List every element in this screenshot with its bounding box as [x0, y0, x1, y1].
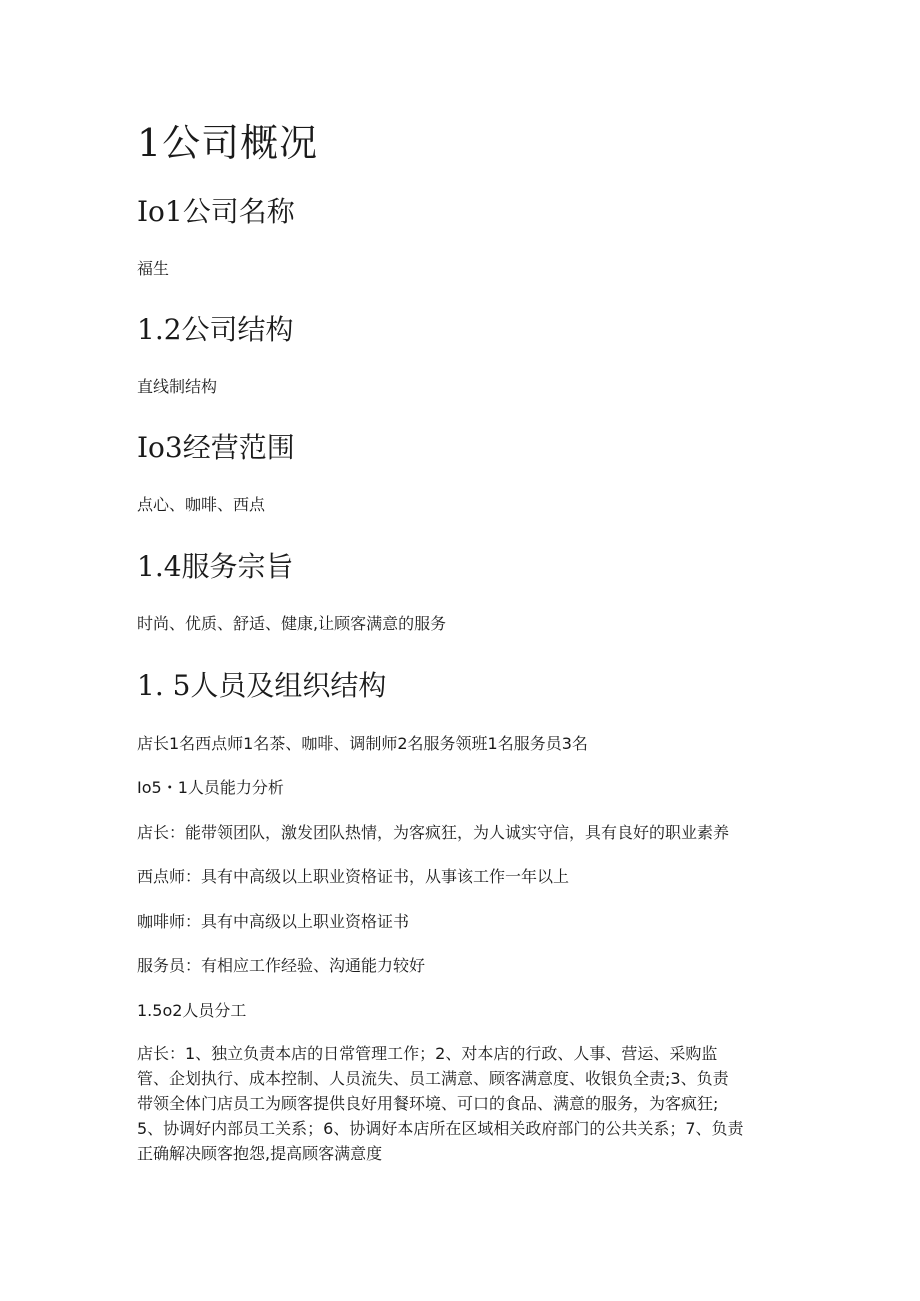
subsection-title-division: 1.5o2人员分工	[137, 1001, 247, 1020]
division-line: 管、企划执行、成本控制、人员流失、员工满意、顾客满意度、收银负全责;3、负责	[137, 1069, 729, 1088]
section-body-company-structure: 直线制结构	[137, 377, 218, 396]
section-title-service-purpose: 1.4服务宗旨	[137, 550, 294, 583]
division-line: 店长：1、独立负责本店的日常管理工作；2、对本店的行政、人事、营运、采购监	[137, 1044, 718, 1063]
section-title-staff-structure: 1. 5人员及组织结构	[137, 669, 387, 702]
chapter-title: 1公司概况	[137, 121, 319, 165]
division-paragraph	[137, 1041, 777, 1166]
section-title-business-scope: Io3经营范围	[137, 431, 295, 464]
division-line: 带领全体门店员工为顾客提供良好用餐环境、可口的食品、满意的服务，为客疯狂;	[137, 1094, 719, 1113]
ability-item-pastry-chef: 西点师：具有中高级以上职业资格证书，从事该工作一年以上	[137, 867, 570, 886]
section-body-company-name: 福生	[137, 259, 170, 278]
subsection-title-ability: Io5・1人员能力分析	[137, 778, 284, 797]
division-line: 正确解决顾客抱怨,提高顾客满意度	[137, 1144, 383, 1163]
ability-item-barista: 咖啡师：具有中高级以上职业资格证书	[137, 912, 410, 931]
section-body-service-purpose: 时尚、优质、舒适、健康,让顾客满意的服务	[137, 614, 447, 633]
section-title-company-name: Io1公司名称	[137, 195, 295, 228]
ability-item-waiter: 服务员：有相应工作经验、沟通能力较好	[137, 956, 426, 975]
section-body-staff-structure: 店长1名西点师1名茶、咖啡、调制师2名服务领班1名服务员3名	[137, 734, 588, 753]
section-title-company-structure: 1.2公司结构	[137, 313, 294, 346]
section-body-business-scope: 点心、咖啡、西点	[137, 495, 266, 514]
division-line: 5、协调好内部员工关系；6、协调好本店所在区域相关政府部门的公共关系；7、负责	[137, 1119, 744, 1138]
ability-item-manager: 店长：能带领团队，激发团队热情，为客疯狂，为人诚实守信，具有良好的职业素养	[137, 823, 730, 842]
